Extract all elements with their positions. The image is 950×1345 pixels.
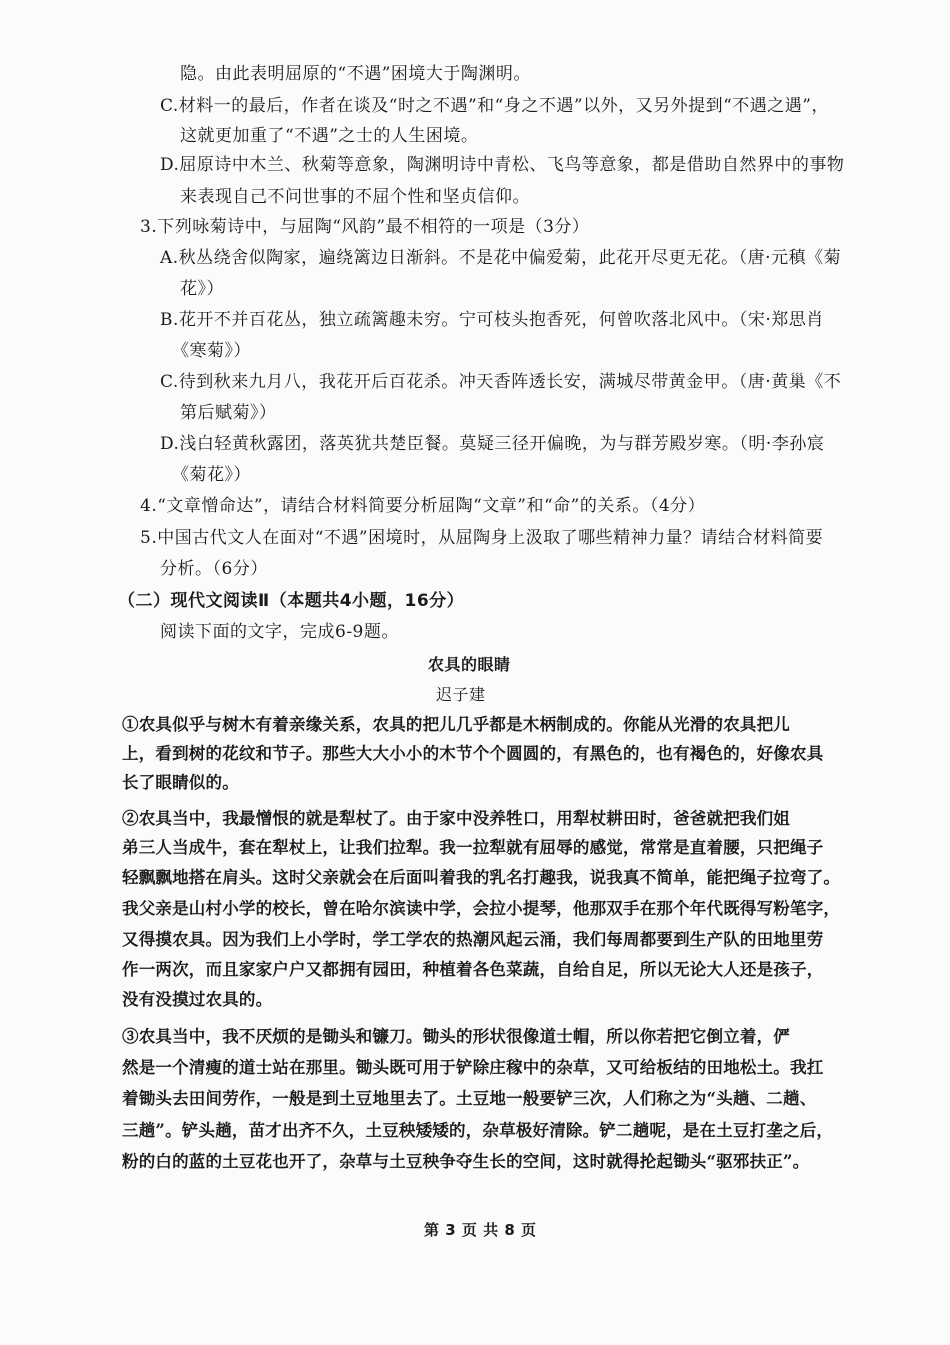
text-line: 来表现自己不问世事的不屈个性和坚贞信仰。: [180, 187, 530, 207]
paragraph-line: ②农具当中，我最憎恨的就是犁杖了。由于家中没养牲口，用犁杖耕田时，爸爸就把我们姐: [122, 809, 790, 828]
paragraph-line: 着锄头去田间劳作，一般是到土豆地里去了。土豆地一般要铲三次，人们称之为“头趟、二趟、: [122, 1089, 817, 1108]
paragraph-line: 三趟”。铲头趟，苗才出齐不久，土豆秧矮矮的，杂草极好清除。铲二趟呢，是在土豆打垄之后，: [122, 1121, 834, 1140]
text-line: 《菊花》）: [172, 465, 251, 485]
page-footer: 第 3 页 共 8 页: [424, 1221, 537, 1239]
question-5: 5.中国古代文人在面对“不遇”困境时，从屈陶身上汲取了哪些精神力量？请结合材料简要: [140, 528, 824, 548]
article-title: 农具的眼睛: [428, 655, 511, 674]
paragraph-line: 上，看到树的花纹和节子。那些大大小小的木节个个圆圆的，有黑色的，也有褐色的，好像农具: [122, 744, 824, 763]
text-line: 花》）: [180, 279, 224, 299]
paragraph-line: 作一两次，而且家家户户又都拥有园田，种植着各色菜蔬，自给自足，所以无论大人还是孩子，: [122, 960, 824, 979]
paragraph-line: 又得摸农具。因为我们上小学时，学工学农的热潮风起云涌，我们每周都要到生产队的田地里劳: [122, 930, 824, 949]
text-line: 第后赋菊》）: [180, 403, 277, 423]
paragraph-line: 轻飘飘地搭在肩头。这时父亲就会在后面叫着我的乳名打趣我，说我真不简单，能把绳子拉弯了。: [122, 868, 841, 887]
paragraph-line: 然是一个清瘦的道士站在那里。锄头既可用于铲除庄稼中的杂草，又可给板结的田地松土。我扛: [122, 1058, 824, 1077]
option-d-line: D.屈原诗中木兰、秋菊等意象，陶渊明诗中青松、飞鸟等意象，都是借助自然界中的事物: [160, 155, 845, 175]
text-line: 《寒菊》）: [172, 341, 251, 361]
option-c-line: C.待到秋来九月八，我花开后百花杀。冲天香阵透长安，满城尽带黄金甲。（唐·黄巢《不: [160, 372, 842, 392]
text-line: 这就更加重了“不遇”之士的人生困境。: [180, 126, 479, 146]
paragraph-line: 弟三人当成牛，套在犁杖上，让我们拉犁。我一拉犁就有屈辱的感觉，常常是直着腰，只把绳子: [122, 838, 824, 857]
paragraph-line: 长了眼睛似的。: [122, 773, 239, 792]
paragraph-line: ③农具当中，我不厌烦的是锄头和镰刀。锄头的形状很像道士帽，所以你若把它倒立着，俨: [122, 1027, 790, 1046]
paragraph-line: 我父亲是山村小学的校长，曾在哈尔滨读中学，会拉小提琴，他那双手在那个年代既得写粉笔字，: [122, 899, 841, 918]
paragraph-line: 没有没摸过农具的。: [122, 990, 273, 1009]
option-c-line: C.材料一的最后，作者在谈及“时之不遇”和“身之不遇”以外，又另外提到“不遇之遇”，: [160, 96, 829, 116]
text-line: 隐。由此表明屈原的“不遇”困境大于陶渊明。: [180, 64, 531, 84]
paragraph-line: 粉的白的蓝的土豆花也开了，杂草与土豆秧争夺生长的空间，这时就得抡起锄头“驱邪扶正”。: [122, 1152, 810, 1171]
option-d-line: D.浅白轻黄秋露团，落英犹共楚臣餐。莫疑三径开偏晚，为与群芳殿岁寒。（明·李孙宸: [160, 434, 825, 454]
option-b-line: B.花开不并百花丛，独立疏篱趣未穷。宁可枝头抱香死，何曾吹落北风中。（宋·郑思肖: [160, 310, 824, 330]
text-line: 分析。（6分）: [160, 559, 268, 579]
option-a-line: A.秋丛绕舍似陶家，遍绕篱边日渐斜。不是花中偏爱菊，此花开尽更无花。（唐·元稹《菊: [160, 248, 842, 268]
question-3: 3.下列咏菊诗中，与屈陶“风韵”最不相符的一项是（3分）: [140, 217, 590, 237]
question-4: 4.“文章憎命达”，请结合材料简要分析屈陶“文章”和“命”的关系。（4分）: [140, 496, 706, 516]
section-heading: （二）现代文阅读Ⅱ（本题共4小题，16分）: [118, 591, 465, 611]
article-author: 迟子建: [436, 685, 486, 704]
paragraph-line: ①农具似乎与树木有着亲缘关系，农具的把儿几乎都是木柄制成的。你能从光滑的农具把儿: [122, 715, 790, 734]
instruction-line: 阅读下面的文字，完成6-9题。: [160, 622, 399, 642]
